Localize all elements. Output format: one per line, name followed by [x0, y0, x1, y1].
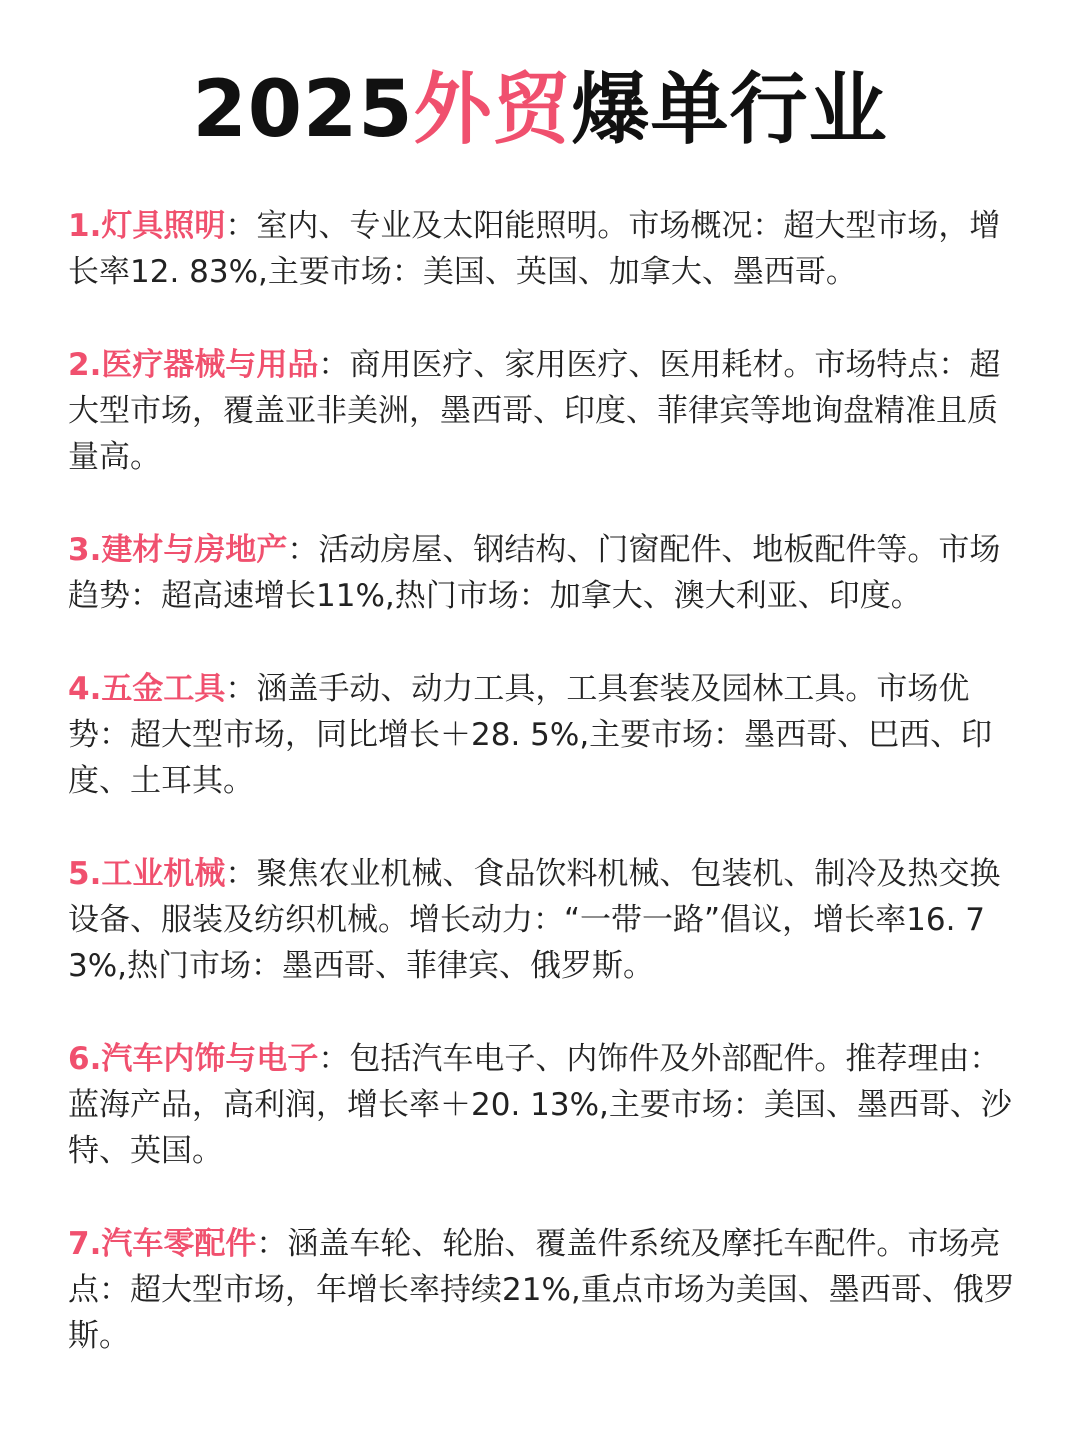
title-highlight: 外贸	[413, 65, 572, 155]
list-item-industrial-machinery	[68, 851, 1018, 989]
item-text: ：活动房屋、钢结构、门窗配件、地板配件等。市场趋势：超高速增长11%,热门市场：加拿大、澳大利亚、印度。	[68, 532, 1001, 614]
item-label: 3.建材与房地产	[68, 532, 288, 568]
item-text: ：室内、专业及太阳能照明。市场概况：超大型市场，增长率12. 83%,主要市场：美国、英国、加拿大、墨西哥。	[68, 208, 1001, 290]
item-label: 5.工业机械	[68, 856, 226, 892]
industry-list	[68, 203, 1018, 1406]
item-label: 2.医疗器械与用品	[68, 347, 319, 383]
item-text: ：涵盖车轮、轮胎、覆盖件系统及摩托车配件。市场亮点：超大型市场，年增长率持续21%,重点市场为美国、墨西哥、俄罗斯。	[68, 1226, 1015, 1354]
list-item-lighting	[68, 203, 1018, 295]
item-text: ：聚焦农业机械、食品饮料机械、包装机、制冷及热交换设备、服装及纺织机械。增长动力：“一带一路”倡议，增长率16. 73%,热门市场：墨西哥、菲律宾、俄罗斯。	[68, 856, 1001, 984]
item-text: ：商用医疗、家用医疗、医用耗材。市场特点：超大型市场，覆盖亚非美洲，墨西哥、印度、菲律宾等地询盘精准且质量高。	[68, 347, 1001, 475]
list-item-auto-interior-electronics	[68, 1036, 1018, 1174]
page-title	[0, 62, 1080, 158]
list-item-auto-parts	[68, 1221, 1018, 1359]
list-item-medical	[68, 342, 1018, 480]
list-item-hardware-tools	[68, 666, 1018, 804]
item-text: ：涵盖手动、动力工具，工具套装及园林工具。市场优势：超大型市场，同比增长＋28. 5%,主要市场：墨西哥、巴西、印度、土耳其。	[68, 671, 993, 799]
item-label: 4.五金工具	[68, 671, 226, 707]
item-label: 6.汽车内饰与电子	[68, 1041, 319, 1077]
item-text: ：包括汽车电子、内饰件及外部配件。推荐理由：蓝海产品，高利润，增长率＋20. 13%,主要市场：美国、墨西哥、沙特、英国。	[68, 1041, 1012, 1169]
title-suffix: 爆单行业	[571, 65, 888, 155]
item-label: 7.汽车零配件	[68, 1226, 257, 1262]
list-item-building-materials	[68, 527, 1018, 619]
item-label: 1.灯具照明	[68, 208, 226, 244]
title-year: 2025	[192, 65, 414, 155]
